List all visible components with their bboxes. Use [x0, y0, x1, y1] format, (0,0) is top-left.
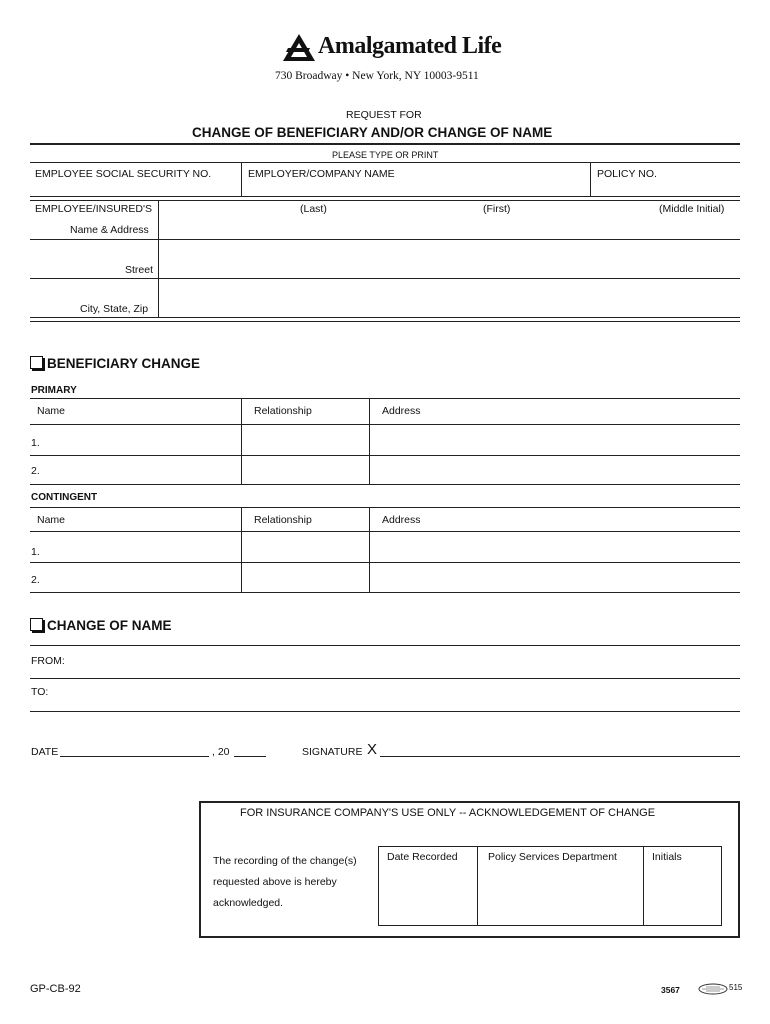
company-address: 730 Broadway • New York, NY 10003-9511 [275, 70, 479, 82]
signature-x-mark: X [367, 741, 378, 758]
from-label: FROM: [31, 655, 65, 667]
acknowledgement-line-1: The recording of the change(s) [213, 855, 357, 867]
contingent-row-2-address-field[interactable] [371, 564, 739, 590]
insured-label: EMPLOYEE/INSURED'S [35, 203, 152, 215]
initials-label: Initials [652, 851, 682, 863]
date-recorded-field[interactable] [380, 868, 476, 924]
office-use-heading: FOR INSURANCE COMPANY'S USE ONLY -- ACKNOWLEDGEMENT OF CHANGE [240, 807, 656, 819]
date-label: DATE [31, 746, 59, 758]
middle-initial-label: (Middle Initial) [659, 203, 725, 215]
date-recorded-label: Date Recorded [387, 851, 458, 863]
primary-row-2-relationship-field[interactable] [243, 457, 367, 483]
change-of-name-heading [30, 618, 172, 633]
contingent-row-1-name-field[interactable] [46, 533, 239, 561]
form-number: 3567 [661, 985, 680, 995]
signature-field[interactable] [380, 740, 740, 757]
city-field[interactable] [160, 280, 739, 316]
insured-name-field[interactable] [160, 216, 739, 238]
contingent-row-2-name-field[interactable] [46, 564, 239, 590]
contingent-relationship-header: Relationship [254, 514, 312, 526]
city-label: City, State, Zip [80, 303, 149, 315]
beneficiary-change-checkbox[interactable] [30, 356, 43, 369]
contingent-row-2-number: 2. [31, 574, 40, 586]
year-field[interactable] [234, 740, 266, 757]
contingent-label: CONTINGENT [31, 492, 98, 503]
primary-row-1-number: 1. [31, 437, 40, 449]
beneficiary-change-heading [30, 356, 200, 371]
policy-services-label: Policy Services Department [488, 851, 617, 863]
to-field[interactable] [56, 680, 739, 710]
primary-row-1-name-field[interactable] [46, 426, 239, 454]
policy-label: POLICY NO. [597, 168, 657, 180]
last-name-label: (Last) [300, 203, 327, 215]
employer-label: EMPLOYER/COMPANY NAME [248, 168, 395, 180]
contingent-address-header: Address [382, 514, 421, 526]
first-name-label: (First) [483, 203, 511, 215]
primary-relationship-header: Relationship [254, 405, 312, 417]
primary-row-2-number: 2. [31, 465, 40, 477]
primary-row-2-name-field[interactable] [46, 457, 239, 483]
form-id: GP-CB-92 [30, 983, 81, 995]
street-field[interactable] [160, 241, 739, 277]
change-of-name-label: CHANGE OF NAME [47, 618, 172, 633]
change-of-name-checkbox[interactable] [30, 618, 43, 631]
contingent-row-2-relationship-field[interactable] [243, 564, 367, 590]
beneficiary-change-label: BENEFICIARY CHANGE [47, 356, 201, 371]
contingent-row-1-address-field[interactable] [371, 533, 739, 561]
year-label: , 20 [212, 746, 230, 758]
contingent-row-1-relationship-field[interactable] [243, 533, 367, 561]
company-name: Amalgamated Life [318, 33, 502, 59]
company-logo-icon [282, 32, 316, 62]
acknowledgement-line-2: requested above is hereby [213, 876, 337, 888]
date-field[interactable] [60, 740, 209, 757]
street-label: Street [125, 264, 154, 276]
primary-row-1-relationship-field[interactable] [243, 426, 367, 454]
ssn-field[interactable] [31, 180, 239, 196]
union-label-icon [698, 983, 728, 995]
form-title: CHANGE OF BENEFICIARY AND/OR CHANGE OF NAME [192, 125, 553, 140]
employer-field[interactable] [243, 180, 588, 196]
union-number: 515 [729, 983, 743, 992]
contingent-name-header: Name [37, 514, 66, 526]
ssn-label: EMPLOYEE SOCIAL SECURITY NO. [35, 168, 212, 180]
instruction-text: PLEASE TYPE OR PRINT [332, 150, 439, 160]
policy-services-field[interactable] [479, 868, 642, 924]
signature-label: SIGNATURE [302, 746, 363, 758]
primary-row-1-address-field[interactable] [371, 426, 739, 454]
policy-field[interactable] [592, 180, 739, 196]
request-for-label: REQUEST FOR [346, 109, 422, 121]
primary-label: PRIMARY [31, 385, 77, 396]
initials-field[interactable] [645, 868, 720, 924]
acknowledgement-line-3: acknowledged. [213, 897, 284, 909]
to-label: TO: [31, 686, 49, 698]
primary-row-2-address-field[interactable] [371, 457, 739, 483]
from-field[interactable] [72, 647, 739, 677]
primary-name-header: Name [37, 405, 66, 417]
name-address-label: Name & Address [70, 224, 149, 236]
primary-address-header: Address [382, 405, 421, 417]
contingent-row-1-number: 1. [31, 546, 40, 558]
